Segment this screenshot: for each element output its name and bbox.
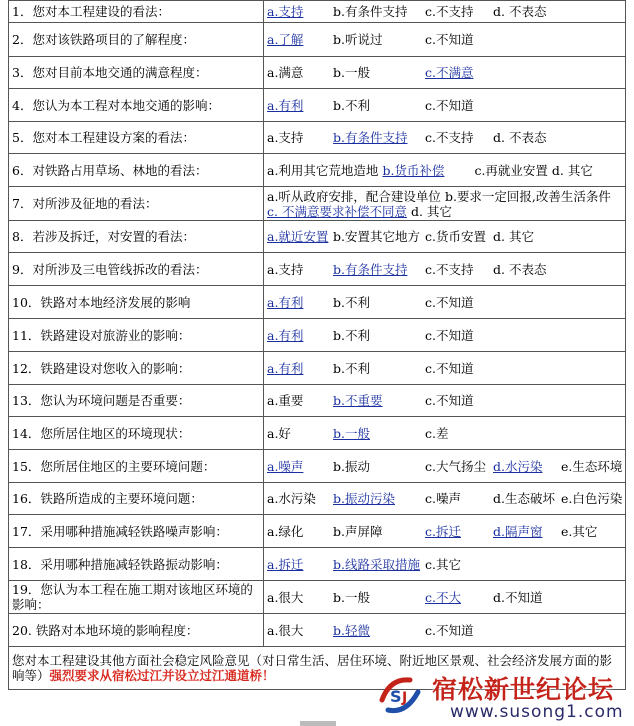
option-group: [267, 65, 622, 80]
option-group: [267, 98, 622, 113]
selected-option[interactable]: b.不重要: [333, 393, 383, 408]
answer-option[interactable]: c.差: [425, 425, 449, 441]
question-text: 3．您对目前本地交通的满意程度：: [9, 57, 264, 89]
selected-option[interactable]: a.有利: [267, 294, 304, 310]
option-group: [267, 361, 622, 376]
answer-option[interactable]: e.白色污染: [561, 491, 623, 506]
question-text: 12．铁路建设对您收入的影响：: [9, 352, 264, 385]
selected-option[interactable]: b.货币补偿: [382, 162, 445, 178]
answer-option[interactable]: c.不知道: [425, 97, 474, 113]
question-row: [9, 385, 626, 417]
answer-options: [264, 286, 626, 319]
selected-option[interactable]: a.噪声: [267, 458, 304, 474]
question-row: [9, 23, 626, 57]
selected-option[interactable]: a.就近安置: [267, 229, 329, 244]
answer-option[interactable]: a.支持: [267, 130, 304, 145]
question-row: [9, 253, 626, 286]
answer-option[interactable]: b.安置其它地方: [333, 229, 420, 244]
answer-option[interactable]: d. 其它: [551, 162, 593, 178]
page-bottom-marker: [300, 721, 336, 726]
answer-options: [264, 417, 626, 450]
answer-options: [264, 154, 626, 187]
svg-text:J: J: [402, 690, 408, 706]
question-row: [9, 1, 626, 23]
answer-options: [264, 581, 626, 614]
answer-option[interactable]: c.其它: [425, 556, 461, 572]
selected-option[interactable]: c.不大: [425, 589, 461, 605]
answer-option[interactable]: b.不利: [333, 360, 370, 376]
answer-option[interactable]: b.不利: [333, 97, 370, 113]
option-group: [267, 163, 622, 178]
option-group: [267, 262, 622, 277]
answer-options: [264, 352, 626, 385]
answer-option[interactable]: d. 不表态: [493, 4, 547, 19]
answer-option[interactable]: b.听说过: [333, 32, 383, 47]
svg-text:S: S: [390, 687, 402, 706]
question-text: 2．您对该铁路项目的了解程度：: [9, 23, 264, 57]
answer-options: [264, 450, 626, 483]
question-row: [9, 286, 626, 319]
answer-options: [264, 221, 626, 253]
answer-options: [264, 253, 626, 286]
question-row: [9, 89, 626, 122]
question-row: [9, 154, 626, 187]
answer-option[interactable]: d. 其它: [410, 203, 452, 219]
option-group: [267, 295, 622, 310]
answer-option[interactable]: d.不知道: [493, 589, 543, 605]
question-row: [9, 221, 626, 253]
question-text: 9．对所涉及三电管线拆改的看法：: [9, 253, 264, 286]
answer-options: [264, 23, 626, 57]
question-text: 20. 铁路对本地环境的影响程度：: [9, 614, 264, 647]
answer-options: [264, 122, 626, 154]
answer-option[interactable]: b.不利: [333, 327, 370, 343]
answer-option[interactable]: c.不支持: [425, 130, 474, 145]
answer-option[interactable]: c.不知道: [425, 393, 474, 408]
answer-option[interactable]: c.不支持: [425, 4, 474, 19]
answer-option[interactable]: a.满意: [267, 65, 304, 80]
selected-option[interactable]: a.有利: [267, 327, 304, 343]
answer-options: [264, 548, 626, 581]
question-text: 16．铁路所造成的主要环境问题：: [9, 483, 264, 515]
answer-options: [264, 385, 626, 417]
question-text: 6．对铁路占用草场、林地的看法：: [9, 154, 264, 187]
answer-options: [264, 483, 626, 515]
answer-option[interactable]: d. 其它: [493, 229, 534, 244]
answer-option[interactable]: c.不知道: [425, 32, 474, 47]
question-text: 15．您所居住地区的主要环境问题：: [9, 450, 264, 483]
option-group: [267, 459, 622, 474]
question-text: 5．您对本工程建设方案的看法：: [9, 122, 264, 154]
selected-option[interactable]: b.一般: [333, 425, 370, 441]
answer-option[interactable]: a.水污染: [267, 491, 316, 506]
answer-option[interactable]: b.要求一定回报,改善生活条件: [444, 188, 611, 204]
selected-option[interactable]: c. 不满意要求补偿不同意: [267, 203, 407, 219]
question-row: [9, 515, 626, 548]
question-text: 4．您认为本工程对本地交通的影响：: [9, 89, 264, 122]
selected-option[interactable]: d.隔声窗: [493, 523, 543, 539]
answer-option[interactable]: a.很大: [267, 589, 304, 605]
forum-logo-icon: [376, 670, 424, 718]
selected-option[interactable]: a.了解: [267, 32, 304, 47]
answer-option[interactable]: a.重要: [267, 393, 304, 408]
answer-options: [264, 614, 626, 647]
question-text: 7．对所涉及征地的看法：: [9, 187, 264, 221]
answer-option[interactable]: b.一般: [333, 589, 370, 605]
answer-option[interactable]: c.货币安置: [425, 229, 486, 244]
selected-option[interactable]: b.有条件支持: [333, 261, 408, 277]
answer-option[interactable]: b.振动: [333, 458, 370, 474]
selected-option[interactable]: b.振动污染: [333, 491, 395, 506]
option-group: [267, 328, 622, 343]
question-text: 1．您对本工程建设的看法：: [9, 1, 264, 23]
selected-option[interactable]: a.有利: [267, 97, 304, 113]
answer-option[interactable]: c.再就业安置: [474, 162, 548, 178]
watermark-title: 宿松新世纪论坛: [432, 675, 615, 704]
question-row: [9, 352, 626, 385]
selected-option[interactable]: c.不满意: [425, 65, 474, 80]
question-row: [9, 187, 626, 221]
question-text: 17．采用哪种措施减轻铁路噪声影响：: [9, 515, 264, 548]
selected-option[interactable]: a.有利: [267, 360, 304, 376]
answer-options: [264, 187, 626, 221]
question-row: [9, 417, 626, 450]
question-row: [9, 614, 626, 647]
option-group: [267, 189, 622, 219]
question-text: 18．采用哪种措施减轻铁路振动影响：: [9, 548, 264, 581]
watermark-url: www.susong1.com: [450, 702, 624, 722]
question-row: [9, 450, 626, 483]
option-group: [267, 557, 622, 572]
question-text: 11．铁路建设对旅游业的影响：: [9, 319, 264, 352]
selected-option[interactable]: b.轻微: [333, 622, 370, 638]
question-row: [9, 319, 626, 352]
answer-option[interactable]: c.不知道: [425, 327, 474, 343]
comment-answer: 强烈要求从宿松过江并设立过江通道桥！: [49, 668, 275, 683]
answer-option[interactable]: e.生态环境: [561, 458, 623, 474]
question-row: [9, 122, 626, 154]
answer-option[interactable]: c.不知道: [425, 622, 474, 638]
answer-option[interactable]: d.生态破坏: [493, 491, 555, 506]
answer-option[interactable]: a.好: [267, 425, 291, 441]
selected-option[interactable]: a.拆迁: [267, 556, 304, 572]
answer-option[interactable]: b.一般: [333, 65, 370, 80]
answer-option[interactable]: a.很大: [267, 622, 304, 638]
forum-watermark: [372, 664, 630, 724]
option-group: [267, 491, 622, 506]
answer-option[interactable]: a.支持: [267, 261, 304, 277]
answer-option[interactable]: c.大气扬尘: [425, 458, 486, 474]
option-group: [267, 393, 622, 408]
answer-option[interactable]: a.利用其它荒地造地: [267, 162, 379, 178]
answer-option[interactable]: d. 不表态: [493, 261, 547, 277]
selected-option[interactable]: a.支持: [267, 4, 304, 19]
selected-option[interactable]: b.线路采取措施: [333, 556, 420, 572]
option-group: [267, 130, 622, 145]
answer-option[interactable]: b.不利: [333, 294, 370, 310]
answer-option[interactable]: b.声屏障: [333, 523, 383, 539]
option-group: [267, 524, 622, 539]
selected-option[interactable]: c.拆迁: [425, 523, 461, 539]
answer-option[interactable]: c.不支持: [425, 261, 474, 277]
option-group: [267, 426, 622, 441]
answer-options: [264, 1, 626, 23]
answer-option[interactable]: c.不知道: [425, 294, 474, 310]
survey-table: [8, 0, 626, 690]
answer-options: [264, 319, 626, 352]
option-group: [267, 590, 622, 605]
question-text: 8．若涉及拆迁，对安置的看法：: [9, 221, 264, 253]
answer-option[interactable]: d. 不表态: [493, 130, 547, 145]
question-text: 19．您认为本工程在施工期对该地区环境的影响：: [9, 581, 264, 614]
answer-option[interactable]: c.噪声: [425, 491, 461, 506]
comment-prompt: 您对本工程建设其他方面社会稳定风险意见（对日常生活、居住环境、附近地区景观、社会经济发展方面的影响等）: [12, 653, 613, 683]
question-text: 14．您所居住地区的环境现状：: [9, 417, 264, 450]
answer-options: [264, 89, 626, 122]
question-row: [9, 548, 626, 581]
answer-options: [264, 515, 626, 548]
question-row: [9, 57, 626, 89]
question-row: [9, 581, 626, 614]
answer-option[interactable]: a.听从政府安排，配合建设单位: [267, 188, 441, 204]
question-text: 10．铁路对本地经济发展的影响: [9, 286, 264, 319]
answer-option[interactable]: c.不知道: [425, 360, 474, 376]
option-group: [267, 4, 622, 19]
selected-option[interactable]: d.水污染: [493, 458, 543, 474]
option-group: [267, 623, 622, 638]
answer-option[interactable]: e.其它: [561, 523, 598, 539]
answer-options: [264, 57, 626, 89]
option-group: [267, 32, 622, 47]
answer-option[interactable]: b.有条件支持: [333, 4, 408, 19]
survey-body: [9, 1, 626, 690]
option-group: [267, 229, 622, 244]
question-row: [9, 483, 626, 515]
selected-option[interactable]: b.有条件支持: [333, 130, 408, 145]
answer-option[interactable]: a.绿化: [267, 523, 304, 539]
question-text: 13．您认为环境问题是否重要：: [9, 385, 264, 417]
